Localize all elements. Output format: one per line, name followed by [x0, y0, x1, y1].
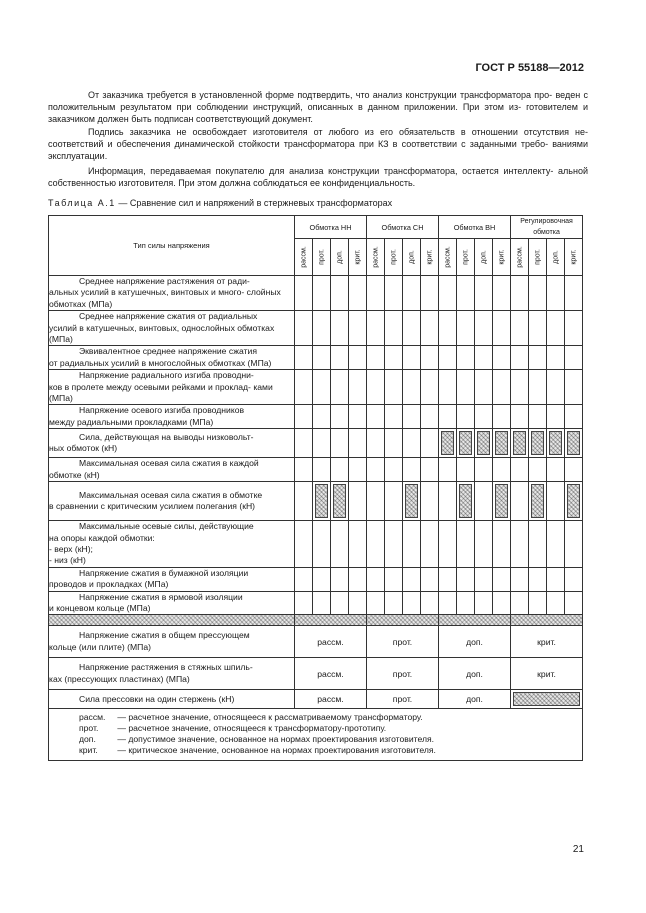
value-cell: крит. — [511, 658, 583, 690]
row-label: Напряжение радиального изгиба проводни- ков в пролете между осевыми рейками и проклад- ками (МПа) — [49, 370, 295, 405]
row-label: Напряжение сжатия в ярмовой изоляции и концевом кольце (МПа) — [49, 591, 295, 615]
row-label: Среднее напряжение растяжения от ради- альных усилий в катушечных, винтовых и много- слойных обмотках (МПа) — [49, 276, 295, 311]
hatched-cell — [457, 429, 475, 458]
standard-number: ГОСТ Р 55188—2012 — [475, 62, 584, 74]
table-row — [49, 370, 583, 405]
subcol-header: прот. — [529, 239, 547, 276]
value-cell: прот. — [367, 626, 439, 658]
subcol-header: доп. — [331, 239, 349, 276]
hatched-cell — [529, 482, 547, 521]
table-caption: Таблица А.1 — Сравнение сил и напряжений в стержневых трансформаторах — [48, 198, 393, 208]
row-label: Напряжение осевого изгиба проводников между радиальными прокладками (МПа) — [49, 405, 295, 429]
table-row — [49, 346, 583, 370]
table-row — [49, 658, 583, 690]
value-cell: прот. — [367, 690, 439, 709]
subcol-header: прот. — [457, 239, 475, 276]
hatched-cell — [403, 482, 421, 521]
note-line: крит. — критическое значение, основанное на нормах проектирования изготовителя. — [79, 745, 436, 756]
value-cell: крит. — [511, 626, 583, 658]
value-cell: рассм. — [295, 690, 367, 709]
value-cell: рассм. — [295, 626, 367, 658]
value-cell: доп. — [439, 658, 511, 690]
subcol-header: доп. — [403, 239, 421, 276]
comparison-table — [48, 215, 583, 761]
subcol-header: крит. — [565, 239, 583, 276]
paragraph-1: От заказчика требуется в установленной форме подтвердить, что анализ конструкции трансформатора про- веден с положительным результатом при соблюдении инструкций, описанных в данном приложении. При этом из- готовителем и заказчиком должен быть подписан соответствующий документ. — [48, 90, 588, 124]
subcol-header: крит. — [349, 239, 367, 276]
table-row — [49, 567, 583, 591]
value-cell: рассм. — [295, 658, 367, 690]
subcol-header: доп. — [547, 239, 565, 276]
notes-row — [49, 709, 583, 761]
note-line: доп. — допустимое значение, основанное на нормах проектирования изготовителя. — [79, 734, 435, 745]
subcol-header: рассм. — [439, 239, 457, 276]
group-header-vn: Обмотка ВН — [439, 216, 511, 239]
note-line: прот. — расчетное значение, относящееся к трансформатору-прототипу. — [79, 723, 387, 734]
hatched-cell — [511, 690, 583, 709]
row-label: Эквивалентное среднее напряжение сжатия от радиальных усилий в многослойных обмотках (МПа) — [49, 346, 295, 370]
row-label: Среднее напряжение сжатия от радиальных усилий в катушечных, винтовых, однослойных обмотках (МПа) — [49, 311, 295, 346]
hatched-cell — [511, 429, 529, 458]
separator-row — [49, 615, 583, 626]
table-row — [49, 521, 583, 568]
row-label: Напряжение сжатия в общем прессующем кольце (или плите) (МПа) — [49, 626, 295, 658]
row-label: Напряжение растяжения в стяжных шпиль- ках (прессующих пластинах) (МПа) — [49, 658, 295, 690]
subcol-header: прот. — [385, 239, 403, 276]
hatched-cell — [331, 482, 349, 521]
value-cell: прот. — [367, 658, 439, 690]
table-row — [49, 429, 583, 458]
hatched-cell — [313, 482, 331, 521]
type-header: Тип силы напряжения — [49, 216, 295, 276]
group-header-reg: Регулировочная обмотка — [511, 216, 583, 239]
row-label: Напряжение сжатия в бумажной изоляции проводов и прокладках (МПа) — [49, 567, 295, 591]
table-row — [49, 690, 583, 709]
row-label: Максимальная осевая сила сжатия в обмотке в сравнении с критическим усилием полегания (кН) — [49, 482, 295, 521]
row-label: Сила прессовки на один стержень (кН) — [49, 690, 295, 709]
row-label: Максимальные осевые силы, действующие на опоры каждой обмотки: - верх (кН); - низ (кН) — [49, 521, 295, 568]
table-row — [49, 626, 583, 658]
note-line: рассм. — расчетное значение, относящееся к рассматриваемому трансформатору. — [79, 712, 423, 723]
hatched-cell — [475, 429, 493, 458]
hatched-cell — [565, 482, 583, 521]
table-row — [49, 458, 583, 482]
subcol-header: рассм. — [295, 239, 313, 276]
table-row — [49, 482, 583, 521]
hatched-cell — [493, 482, 511, 521]
row-label: Сила, действующая на выводы низковольт- ных обмоток (кН) — [49, 429, 295, 458]
table-row — [49, 276, 583, 311]
table-row — [49, 591, 583, 615]
subcol-header: крит. — [421, 239, 439, 276]
hatched-cell — [457, 482, 475, 521]
paragraph-3: Информация, передаваемая покупателю для анализа конструкции трансформатора, остается интеллекту- альной собственностью изготовителя. При этом должна соблюдаться ее конфиденциальность. — [48, 166, 588, 188]
value-cell: доп. — [439, 690, 511, 709]
hatched-cell — [439, 429, 457, 458]
hatched-cell — [565, 429, 583, 458]
hatched-cell — [529, 429, 547, 458]
value-cell: доп. — [439, 626, 511, 658]
group-header-sn: Обмотка СН — [367, 216, 439, 239]
subcol-header: прот. — [313, 239, 331, 276]
subcol-header: доп. — [475, 239, 493, 276]
subcol-header: рассм. — [367, 239, 385, 276]
row-label: Максимальная осевая сила сжатия в каждой обмотке (кН) — [49, 458, 295, 482]
table-row — [49, 311, 583, 346]
group-header-nn: Обмотка НН — [295, 216, 367, 239]
table-row — [49, 405, 583, 429]
hatched-cell — [547, 429, 565, 458]
page-number: 21 — [572, 844, 584, 855]
hatched-cell — [493, 429, 511, 458]
subcol-header: крит. — [493, 239, 511, 276]
paragraph-2: Подпись заказчика не освобождает изготовителя от любого из его обязательств в отношении отсутствия не- соответствий и обеспечения динамической стойкости трансформатора при КЗ в соответствии с заданными требо- ваниями эксплуатации. — [48, 127, 588, 161]
subcol-header: рассм. — [511, 239, 529, 276]
